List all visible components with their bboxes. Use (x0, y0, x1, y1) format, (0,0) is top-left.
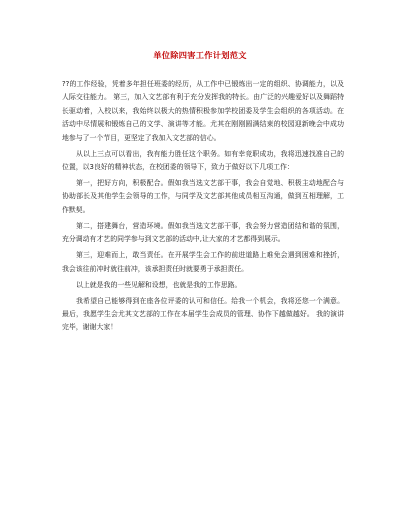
paragraph: 以上就是我的一些见解和设想，也就是我的工作思路。 (76, 280, 242, 289)
document-title: 单位除四害工作计划范文 (153, 50, 247, 60)
paragraph: 我希望自己能够得到在座各位评委的认可和信任。给我一个机会，我将还您一个满意。最后，我愿学生会尤其文艺部的工作在本届学生会成员的管理、协作下越做越好。 我的演讲完毕，谢谢大家！ (62, 296, 344, 332)
paragraph: 第一，把好方向，积极配合。假如我当选文艺部干事，我会自觉地、积极主动地配合与协助部长及其他学生会领导的工作，与同学及文艺部其他成员相互沟通，做到互相理解，工作默契。 (62, 179, 344, 214)
paragraph: ??的工作经验，凭着多年担任班委的经历，从工作中已锻炼出一定的组织、协调能力，以及人际交往能力。 第三，加入文艺部有利于充分发挥我的特长。由广泛的兴趣爱好以及舞蹈特长驱动着，入校以来，我始终以极大的热情积极参加学校团委及学生会组织的各项活动。在活动中尽情展和锻炼自己的文学、演讲等才能。尤其在刚刚圆满结束的校园迎新晚会中成功地参与了一个节目，更坚定了我加入文艺部的信心。 (62, 80, 344, 142)
document-body (62, 78, 344, 337)
paragraph: 从以上三点可以看出，我有能力胜任这个职务。如有幸竞职成功，我将迅速找准自己的位置，以3良好的精神状态，在校团委的领导下，致力于做好以下几项工作： (62, 149, 344, 172)
paragraph: 第二，搭建舞台，营造环境。假如我当选文艺部干事，我会努力营造团结和谐的氛围，充分调动有才艺的同学参与到文艺部的活动中,让大家的才艺都得到展示。 (62, 221, 344, 244)
paragraph: 第三，迎难而上，敢当责任。在开展学生会工作的前进道路上难免会遇到困难和挫折，我会该往前冲时就往前冲，该承担责任时就要勇于承担责任。 (62, 251, 344, 273)
